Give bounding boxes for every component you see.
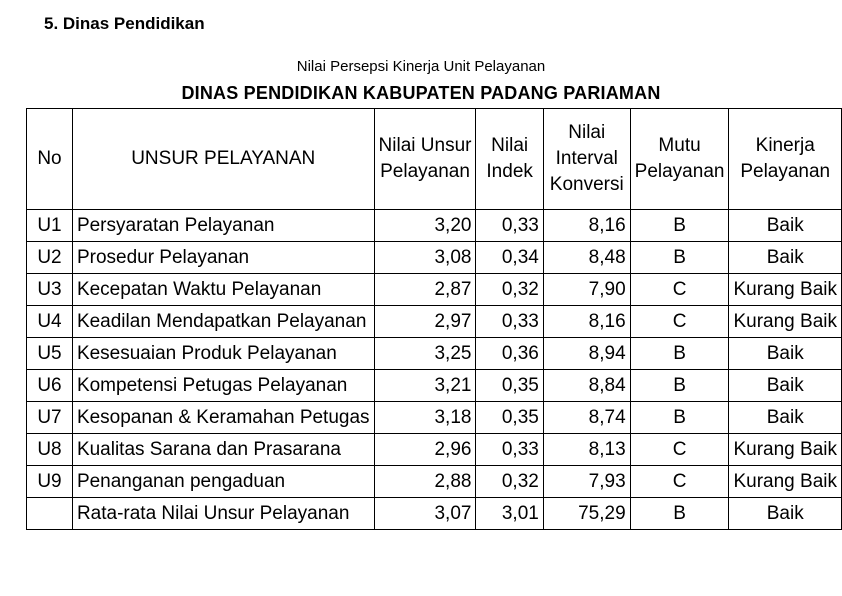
table-subtitle: Nilai Persepsi Kinerja Unit Pelayanan (296, 58, 546, 75)
header-nilai-unsur: Nilai Unsur Pelayanan (374, 109, 476, 210)
cell-index: 0,35 (476, 402, 543, 434)
cell-index: 3,01 (476, 498, 543, 530)
table-title: DINAS PENDIDIKAN KABUPATEN PADANG PARIAMAN (181, 83, 661, 103)
cell-unsur: Rata-rata Nilai Unsur Pelayanan (72, 498, 374, 530)
cell-kinerja: Baik (729, 402, 842, 434)
cell-index: 0,33 (476, 306, 543, 338)
cell-mutu: C (630, 274, 729, 306)
cell-nilai: 2,97 (374, 306, 476, 338)
cell-konversi: 8,84 (543, 370, 630, 402)
cell-index: 0,34 (476, 242, 543, 274)
cell-unsur: Penanganan pengaduan (72, 466, 374, 498)
cell-konversi: 7,90 (543, 274, 630, 306)
header-mutu: Mutu Pelayanan (630, 109, 729, 210)
cell-no: U6 (27, 370, 73, 402)
cell-mutu: B (630, 370, 729, 402)
cell-nilai: 3,08 (374, 242, 476, 274)
cell-unsur: Persyaratan Pelayanan (72, 210, 374, 242)
table-row (27, 434, 842, 466)
header-unsur: UNSUR PELAYANAN (72, 109, 374, 210)
table-row (27, 466, 842, 498)
cell-kinerja: Kurang Baik (729, 434, 842, 466)
cell-mutu: B (630, 498, 729, 530)
cell-konversi: 8,94 (543, 338, 630, 370)
header-nilai-indek: Nilai Indek (476, 109, 543, 210)
cell-no: U4 (27, 306, 73, 338)
cell-nilai: 3,21 (374, 370, 476, 402)
cell-mutu: B (630, 242, 729, 274)
cell-konversi: 8,16 (543, 306, 630, 338)
table-row (27, 370, 842, 402)
cell-kinerja: Baik (729, 370, 842, 402)
cell-kinerja: Baik (729, 210, 842, 242)
cell-no: U2 (27, 242, 73, 274)
cell-konversi: 75,29 (543, 498, 630, 530)
cell-konversi: 8,16 (543, 210, 630, 242)
table-row (27, 274, 842, 306)
cell-nilai: 2,88 (374, 466, 476, 498)
cell-no: U7 (27, 402, 73, 434)
cell-mutu: B (630, 402, 729, 434)
cell-nilai: 3,07 (374, 498, 476, 530)
cell-index: 0,35 (476, 370, 543, 402)
summary-row (27, 498, 842, 530)
cell-kinerja: Kurang Baik (729, 306, 842, 338)
cell-no (27, 498, 73, 530)
cell-no: U8 (27, 434, 73, 466)
cell-no: U9 (27, 466, 73, 498)
cell-konversi: 8,13 (543, 434, 630, 466)
table-row (27, 242, 842, 274)
cell-kinerja: Baik (729, 338, 842, 370)
cell-unsur: Kualitas Sarana dan Prasarana (72, 434, 374, 466)
cell-unsur: Keadilan Mendapatkan Pelayanan (72, 306, 374, 338)
cell-unsur: Prosedur Pelayanan (72, 242, 374, 274)
cell-kinerja: Kurang Baik (729, 466, 842, 498)
cell-unsur: Kesopanan & Keramahan Petugas (72, 402, 374, 434)
cell-nilai: 2,96 (374, 434, 476, 466)
table-row (27, 338, 842, 370)
cell-kinerja: Baik (729, 498, 842, 530)
cell-nilai: 3,20 (374, 210, 476, 242)
cell-index: 0,33 (476, 434, 543, 466)
cell-nilai: 3,25 (374, 338, 476, 370)
cell-nilai: 2,87 (374, 274, 476, 306)
cell-index: 0,32 (476, 466, 543, 498)
performance-table (26, 108, 842, 530)
header-interval-konversi: Nilai Interval Konversi (543, 109, 630, 210)
cell-index: 0,36 (476, 338, 543, 370)
cell-unsur: Kecepatan Waktu Pelayanan (72, 274, 374, 306)
cell-index: 0,33 (476, 210, 543, 242)
cell-konversi: 8,48 (543, 242, 630, 274)
cell-mutu: C (630, 434, 729, 466)
cell-no: U3 (27, 274, 73, 306)
cell-konversi: 7,93 (543, 466, 630, 498)
cell-kinerja: Baik (729, 242, 842, 274)
table-header-row (27, 109, 842, 210)
table-row (27, 402, 842, 434)
cell-nilai: 3,18 (374, 402, 476, 434)
cell-konversi: 8,74 (543, 402, 630, 434)
table-row (27, 306, 842, 338)
cell-unsur: Kesesuaian Produk Pelayanan (72, 338, 374, 370)
table-row (27, 210, 842, 242)
section-heading: 5. Dinas Pendidikan (44, 14, 205, 33)
header-no: No (27, 109, 73, 210)
cell-kinerja: Kurang Baik (729, 274, 842, 306)
cell-no: U5 (27, 338, 73, 370)
cell-mutu: B (630, 338, 729, 370)
cell-mutu: B (630, 210, 729, 242)
header-kinerja: Kinerja Pelayanan (729, 109, 842, 210)
cell-mutu: C (630, 306, 729, 338)
cell-no: U1 (27, 210, 73, 242)
cell-unsur: Kompetensi Petugas Pelayanan (72, 370, 374, 402)
cell-mutu: C (630, 466, 729, 498)
cell-index: 0,32 (476, 274, 543, 306)
